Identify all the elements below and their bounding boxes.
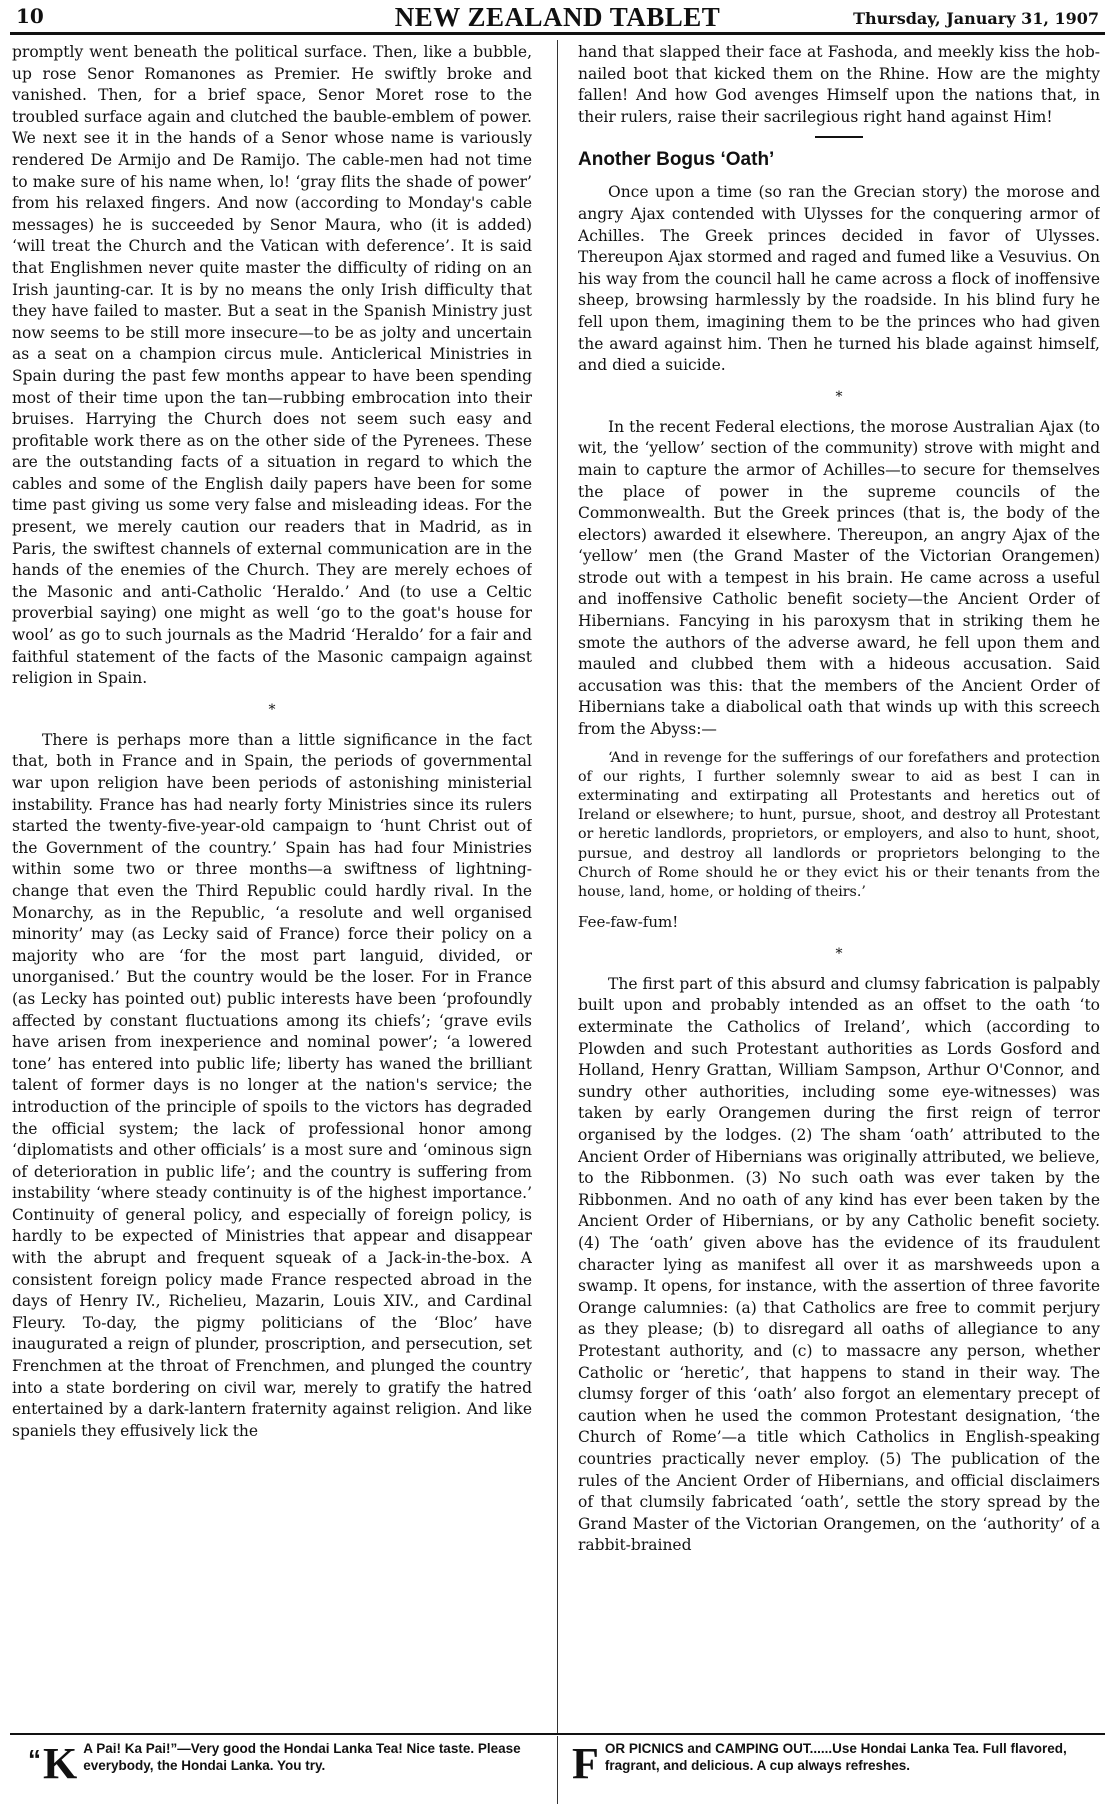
- advert-rule: [10, 1733, 1105, 1735]
- paragraph: hand that slapped their face at Fashoda, and meekly kiss the hob-nailed boot that kicked them on the Rhine. How are the mighty fallen! And how God avenges Himself upon the nations that, in their rulers, raise their sacrilegious right hand against Him!: [578, 43, 1100, 126]
- section-divider-star: *: [835, 388, 843, 405]
- page-number: 10: [16, 4, 44, 28]
- advert-divider: [557, 1736, 558, 1804]
- issue-date: Thursday, January 31, 1907: [853, 9, 1099, 28]
- exclamation: Fee-faw-fum!: [578, 913, 679, 932]
- right-column: [578, 42, 1100, 1730]
- advert-text: A Pai! Ka Pai!”—Very good the Hondai Lanka Tea! Nice taste. Please everybody, the Hondai Lanka. You try.: [83, 1741, 521, 1773]
- left-column: [12, 42, 532, 1730]
- advert-text: OR PICNICS and CAMPING OUT......Use Hondai Lanka Tea. Full flavored, fragrant, and delicious. A cup always refreshes.: [604, 1741, 1067, 1773]
- column-divider: [557, 40, 558, 1735]
- paragraph: There is perhaps more than a little significance in the fact that, both in France and in Spain, the periods of governmental war upon religion have been periods of astonishing ministerial instability. France has had nearly forty Ministries since its rulers started the twenty-five-year-old campaign to ‘hunt Christ out of the Government of the country.’ Spain has had four Ministries within some two or three months—a swiftness of lightning-change that even the Third Republic could hardly rival. In the Monarchy, as in the Republic, ‘a resolute and well organised minority’ may (as Lecky said of France) force their policy on a majority who are ‘for the most part languid, divided, or unorganised.’ But the country would be the loser. For in France (as Lecky has pointed out) public interests have been ‘profoundly affected by constant fluctuations among its chiefs’; ‘grave evils have arisen from inexperience and nominal power’; ‘a lowered tone’ has entered into public life; liberty has waned the brilliant talent of former days is no longer at the nation's service; the introduction of the principle of spoils to the victors has degraded the official system; the lack of professional honor among ‘diplomatists and other officials’ is a most sure and ‘ominous sign of deterioration in public life’; and the country is suffering from instability ‘where steady continuity is of the highest importance.’ Continuity of general policy, and especially of foreign policy, is hardly to be expected of Ministries that appear and disappear with the abrupt and frequent squeak of a Jack-in-the-box. A consistent foreign policy made France respected abroad in the days of Henry IV., Richelieu, Mazarin, Louis XIV., and Cardinal Fleury. To-day, the pigmy politicians of the ‘Bloc’ have inaugurated a reign of plunder, proscription, and persecution, set Frenchmen at the throat of Frenchmen, and plunged the country into a state bordering on civil war, merely to gratify the hatred entertained by a dark-lantern fraternity against religion. And like spaniels they effusively lick the: [12, 730, 532, 1440]
- header-rule: [10, 32, 1105, 35]
- paragraph: In the recent Federal elections, the morose Australian Ajax (to wit, the ‘yellow’ section of the community) strove with might and main to capture the armor of Achilles—to secure for themselves the place of power in the supreme councils of the Commonwealth. But the Greek princes (that is, the body of the electors) awarded it elsewhere. Thereupon, an angry Ajax of the ‘yellow’ men (the Grand Master of the Victorian Orangemen) strode out with a tempest in his brain. He came across a useful and inoffensive Catholic benefit society—the Ancient Order of Hibernians. Fancying in his paroxysm that in striking them he smote the authors of the adverse award, he fell upon them and mauled and clubbed them with a hideous accusation. Said accusation was this: that the members of the Ancient Order of Hibernians take a diabolical oath that winds up with this screech from the Abyss:—: [578, 417, 1100, 739]
- paragraph: Once upon a time (so ran the Grecian story) the morose and angry Ajax contended with Ulysses for the conquering armor of Achilles. The Greek princes decided in favor of Ulysses. Thereupon Ajax stormed and raged and fumed like a Vesuvius. On his way from the council hall he came across a flock of inoffensive sheep, browsing harmlessly by the roadside. In his blind fury he fell upon them, imagining them to be the princes who had given the award against him. Then he turned his blade against himself, and died a suicide.: [578, 183, 1100, 375]
- quoted-oath: [578, 749, 1100, 903]
- advert-left: [28, 1740, 538, 1802]
- quote-text: ‘And in revenge for the sufferings of our forefathers and protection of our rights, I further solemnly swear to aid as best I can in exterminating and extirpating all Protestants and heretics out of Ireland or elsewhere; to hunt, pursue, shoot, and destroy all Protestant or heretic landlords, proprietors, or employers, and also to hunt, shoot, pursue, and destroy all landlords or proprietors belonging to the Church of Rome should he or they evict his or their tenants from the house, land, home, or holding of theirs.’: [578, 749, 1100, 901]
- advert-open-quote: “: [28, 1744, 41, 1774]
- section-rule: [815, 136, 863, 138]
- paragraph: promptly went beneath the political surface. Then, like a bubble, up rose Senor Romanones as Premier. He swiftly broke and vanished. Then, for a brief space, Senor Moret rose to the troubled surface again and clutched the bauble-emblem of power. We next see it in the hands of a Senor whose name is variously rendered De Armijo and De Ramijo. The cable-men had not time to make sure of his name when, lo! ‘gray flits the shade of power’ from his relaxed fingers. And now (according to Monday's cable messages) he is succeeded by Senor Maura, who (it is added) ‘will treat the Church and the Vatican with deference’. It is said that Englishmen never quite master the difficulty of riding on an Irish jaunting-car. It is by no means the only Irish difficulty that they have failed to master. But a seat in the Spanish Ministry just now seems to be still more insecure—to be as jolty and uncertain as a seat on a champion circus mule. Anticlerical Ministries in Spain during the past few months appear to have been spending most of their time upon the tan—rubbing embrocation into their bruises. Harrying the Church does not seem such easy and profitable work there as on the other side of the Pyrenees. These are the outstanding facts of a situation in regard to which the cables and some of the English daily papers have been for some time past giving us some very false and misleading ideas. For the present, we merely caution our readers that in Madrid, as in Paris, the swiftest channels of external communication are in the hands of the enemies of the Church. They are merely echoes of the Masonic and anti-Catholic ‘Heraldo.’ And (to use a Celtic proverbial saying) one might as well ‘go to the goat's house for wool’ as go to such journals as the Madrid ‘Heraldo’ for a fair and faithful statement of the facts of the Masonic campaign against religion in Spain.: [12, 43, 532, 688]
- publication-title: NEW ZEALAND TABLET: [394, 2, 721, 32]
- section-divider-star: *: [835, 945, 843, 962]
- advert-dropcap: F: [572, 1739, 599, 1788]
- section-heading: Another Bogus ‘Oath’: [578, 149, 775, 171]
- paragraph: The first part of this absurd and clumsy fabrication is palpably built upon and probably intended as an offset to the oath ‘to exterminate the Catholics of Ireland’, which (according to Plowden and such Protestant authorities as Lords Gosford and Holland, Henry Grattan, William Sampson, Arthur O'Connor, and sundry other authorities, including some eye-witnesses) was taken by early Orangemen during the first reign of terror organised by the lodges. (2) The sham ‘oath’ attributed to the Ancient Order of Hibernians was originally attributed, we believe, to the Ribbonmen. (3) No such oath was ever taken by the Ribbonmen. And no oath of any kind has ever been taken by the Ancient Order of Hibernians, or by any Catholic benefit society. (4) The ‘oath’ given above has the evidence of its fraudulent character lying as manifest all over it as marshweeds upon a swamp. It opens, for instance, with the assertion of three favorite Orange calumnies: (a) that Catholics are free to commit perjury as they please; (b) to disregard all oaths of allegiance to any Protestant authority, and (c) to massacre any person, whether Catholic or ‘heretic’, that happens to stand in their way. The clumsy forger of this ‘oath’ also forgot an elementary precept of caution when he used the common Protestant designation, ‘the Church of Rome’—a title which Catholics in English-speaking countries practically never employ. (5) The publication of the rules of the Ancient Order of Hibernians, and official disclaimers of that clumsily fabricated ‘oath’, settle the story spread by the Grand Master of the Victorian Orangemen, on the ‘authority’ of a rabbit-brained: [578, 974, 1100, 1555]
- advert-dropcap: K: [43, 1739, 78, 1788]
- page-header: [10, 2, 1105, 32]
- advert-right: [572, 1740, 1092, 1802]
- section-divider-star: *: [268, 701, 276, 718]
